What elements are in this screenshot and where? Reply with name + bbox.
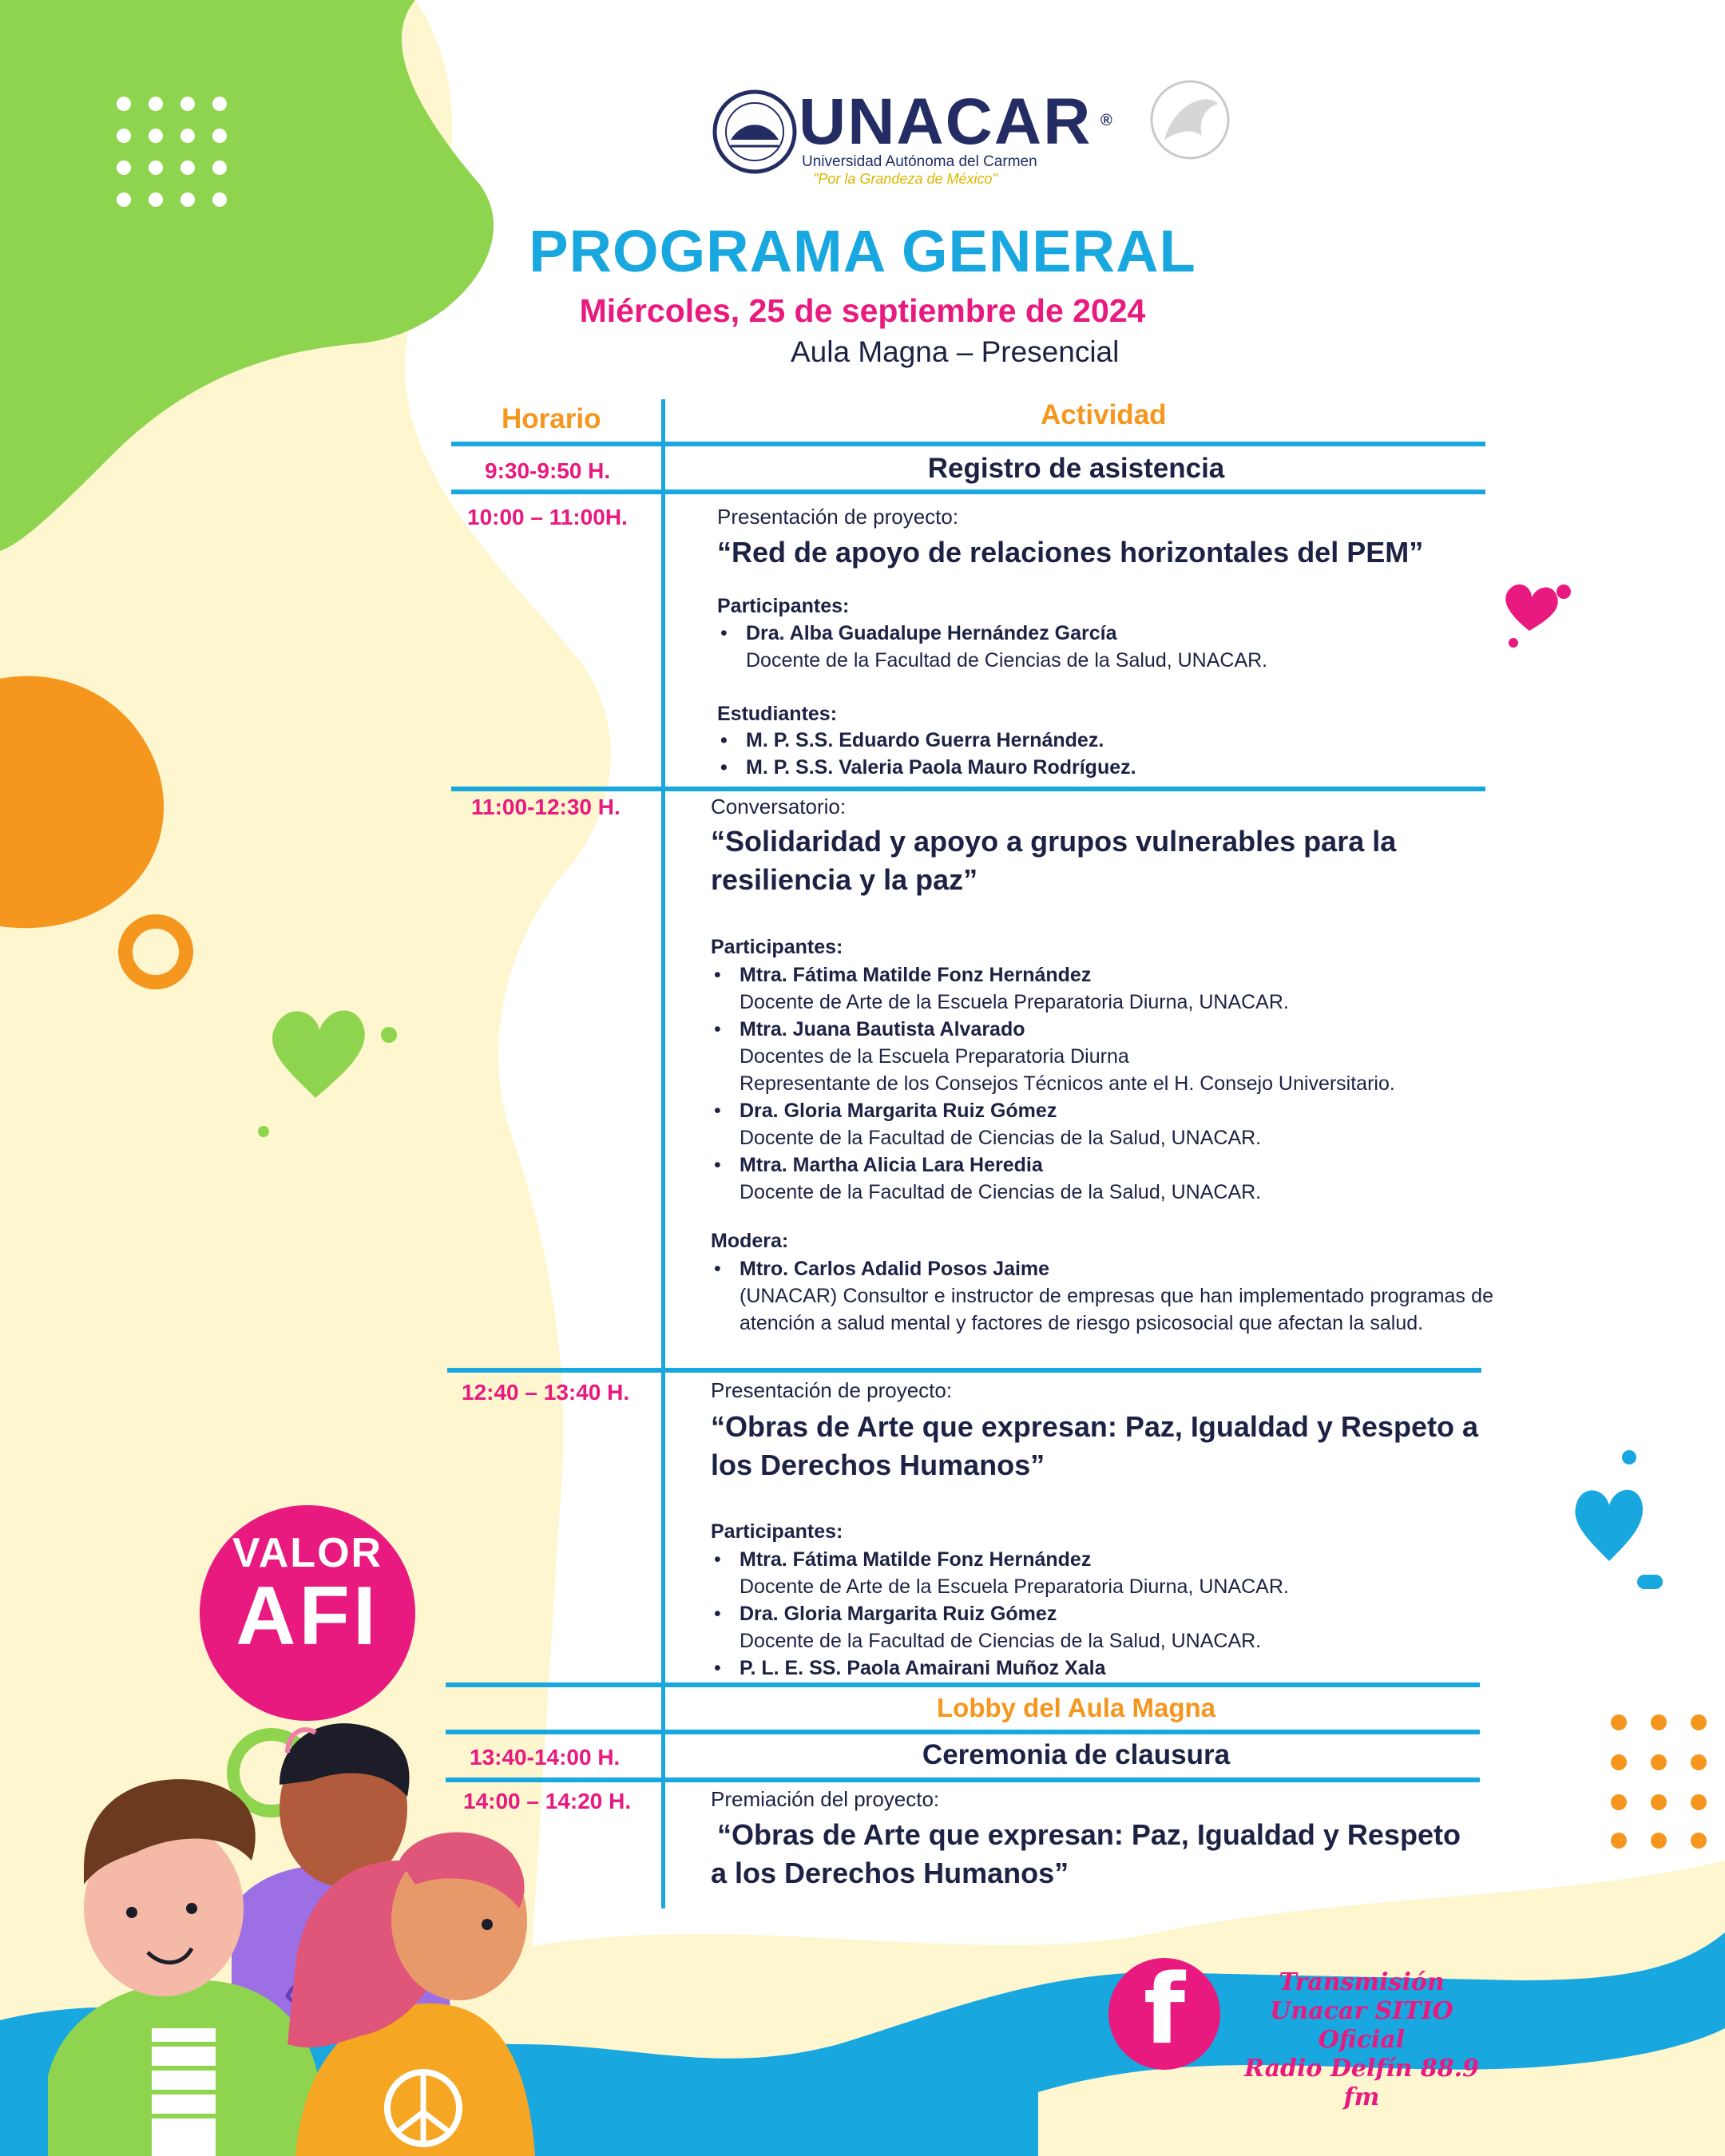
- student-name: M. P. S.S. Eduardo Guerra Hernández.: [746, 729, 1104, 751]
- pink-heart: [1505, 585, 1557, 631]
- page-title: PROGRAMA GENERAL: [529, 218, 1196, 284]
- activity-type-label: Conversatorio:: [711, 795, 847, 818]
- facebook-glyph: f: [1143, 1955, 1186, 2066]
- moderator-list: [711, 1255, 1493, 1337]
- activity-title-line1: “Obras de Arte que expresan: Paz, Igualdad y Respeto a: [711, 1410, 1478, 1443]
- row-time: 12:40 – 13:40 H.: [462, 1380, 630, 1405]
- university-name: Universidad Autónoma del Carmen: [802, 153, 1037, 170]
- participant-name: • Dra. Gloria Margarita Ruiz Gómez: [740, 1100, 1057, 1122]
- table-rule: [446, 1730, 1480, 1734]
- participants-list: [711, 1546, 1469, 1682]
- participant-name: • Mtra. Fátima Matilde Fonz Hernández: [740, 1548, 1092, 1571]
- participant-name: • Mtra. Fátima Matilde Fonz Hernández: [740, 964, 1092, 986]
- activity-title-line2: los Derechos Humanos”: [711, 1449, 1045, 1481]
- list-item: [711, 1151, 1469, 1206]
- event-venue: Aula Magna – Presencial: [791, 335, 1120, 368]
- list-item: [717, 754, 1468, 781]
- activity-type-label: Presentación de proyecto:: [711, 1378, 953, 1402]
- participant-name: • Dra. Gloria Margarita Ruiz Gómez: [740, 1603, 1057, 1625]
- moderator-role: (UNACAR) Consultor e instructor de empresas que han implementado programas de atención a salud mental y factores de riesgo psicosocial que afectan la salud.: [740, 1285, 1493, 1334]
- participant-role: Docente de la Facultad de Ciencias de la Salud, UNACAR.: [740, 1181, 1262, 1203]
- participant-role: Docente de la Facultad de Ciencias de la Salud, UNACAR.: [740, 1127, 1262, 1149]
- transmission-line: Radio Delfín 88.9 fm: [1243, 2055, 1479, 2111]
- registered-mark: ®: [1100, 112, 1112, 129]
- table-rule: [451, 787, 1485, 791]
- list-item: [717, 620, 1468, 674]
- activity-title: “Red de apoyo de relaciones horizontales del PEM”: [717, 536, 1424, 569]
- table-rule: [451, 489, 1485, 494]
- list-item: [711, 1600, 1469, 1655]
- activity-title-line2: a los Derechos Humanos”: [711, 1857, 1069, 1889]
- transmission-line: Unacar SITIO Oficial: [1270, 1997, 1453, 2054]
- valor-badge-line2: AFI: [236, 1570, 379, 1663]
- participant-role: Docente de la Facultad de Ciencias de la Salud, UNACAR.: [740, 1630, 1262, 1652]
- moderator-name: • Mtro. Carlos Adalid Posos Jaime: [740, 1258, 1050, 1280]
- participant-role: Docente de Arte de la Escuela Preparatoria Diurna, UNACAR.: [740, 1575, 1289, 1598]
- activity-title-line2: resiliencia y la paz”: [711, 863, 978, 896]
- column-header-activity: Actividad: [1041, 399, 1167, 430]
- table-rule: [451, 442, 1485, 446]
- students-list: [717, 727, 1468, 781]
- participants-label: Participantes:: [711, 1520, 843, 1543]
- students-label: Estudiantes:: [717, 703, 838, 725]
- unacar-logo: [719, 80, 1238, 187]
- participants-list: [717, 620, 1468, 674]
- valor-badge-line1: VALOR: [232, 1530, 383, 1576]
- activity-type-label: Presentación de proyecto:: [717, 505, 959, 529]
- table-rule: [447, 1368, 1481, 1373]
- participant-name: • Mtra. Juana Bautista Alvarado: [740, 1018, 1025, 1040]
- participants-list: [711, 961, 1469, 1206]
- activity-type-label: Premiación del proyecto:: [711, 1787, 940, 1811]
- participant-name: • P. L. E. SS. Paola Amairani Muñoz Xala: [740, 1657, 1106, 1679]
- list-item: [711, 1255, 1493, 1337]
- list-item: [711, 961, 1469, 1016]
- participant-role: Representante de los Consejos Técnicos ante el H. Consejo Universitario.: [740, 1072, 1395, 1095]
- activity-title-line1: “Solidaridad y apoyo a grupos vulnerables para la: [711, 825, 1397, 858]
- list-item: [711, 1097, 1469, 1151]
- transmission-info: [1230, 1968, 1493, 2112]
- row-time: 9:30-9:50 H.: [485, 458, 611, 483]
- participant-name: • Dra. Alba Guadalupe Hernández García: [746, 622, 1117, 644]
- university-slogan: "Por la Grandeza de México": [813, 171, 997, 187]
- list-item: [711, 1546, 1469, 1600]
- table-rule: [446, 1778, 1480, 1782]
- event-date: Miércoles, 25 de septiembre de 2024: [579, 292, 1146, 329]
- moderator-label: Modera:: [711, 1230, 789, 1252]
- row-time: 14:00 – 14:20 H.: [463, 1789, 632, 1813]
- participant-name: • Mtra. Martha Alicia Lara Heredia: [740, 1154, 1043, 1176]
- row-time: 10:00 – 11:00H.: [467, 505, 628, 529]
- row-time: 11:00-12:30 H.: [471, 795, 621, 819]
- brand-name: UNACAR: [799, 85, 1092, 158]
- participants-label: Participantes:: [711, 936, 843, 958]
- dots-grid-orange: [1611, 1714, 1707, 1849]
- table-rule: [446, 1682, 1480, 1687]
- participant-role: Docentes de la Escuela Preparatoria Diurna: [740, 1045, 1129, 1068]
- list-item: [711, 1016, 1469, 1097]
- student-name: M. P. S.S. Valeria Paola Mauro Rodríguez.: [746, 756, 1136, 779]
- row-activity: Ceremonia de clausura: [922, 1739, 1231, 1770]
- transmission-line: Transmisión: [1279, 1968, 1445, 1996]
- column-header-time: Horario: [502, 403, 601, 434]
- activity-title-line1: “Obras de Arte que expresan: Paz, Igualdad y Respeto: [717, 1818, 1461, 1851]
- row-activity: Registro de asistencia: [927, 453, 1225, 484]
- participants-label: Participantes:: [717, 595, 850, 617]
- list-item: [711, 1655, 1469, 1682]
- row-time: 13:40-14:00 H.: [470, 1745, 621, 1770]
- participant-role: Docente de Arte de la Escuela Preparatoria Diurna, UNACAR.: [740, 991, 1289, 1013]
- list-item: [717, 727, 1468, 754]
- blue-heart: [1575, 1490, 1643, 1561]
- participant-role: Docente de la Facultad de Ciencias de la Salud, UNACAR.: [746, 649, 1268, 672]
- lobby-label: Lobby del Aula Magna: [937, 1693, 1215, 1722]
